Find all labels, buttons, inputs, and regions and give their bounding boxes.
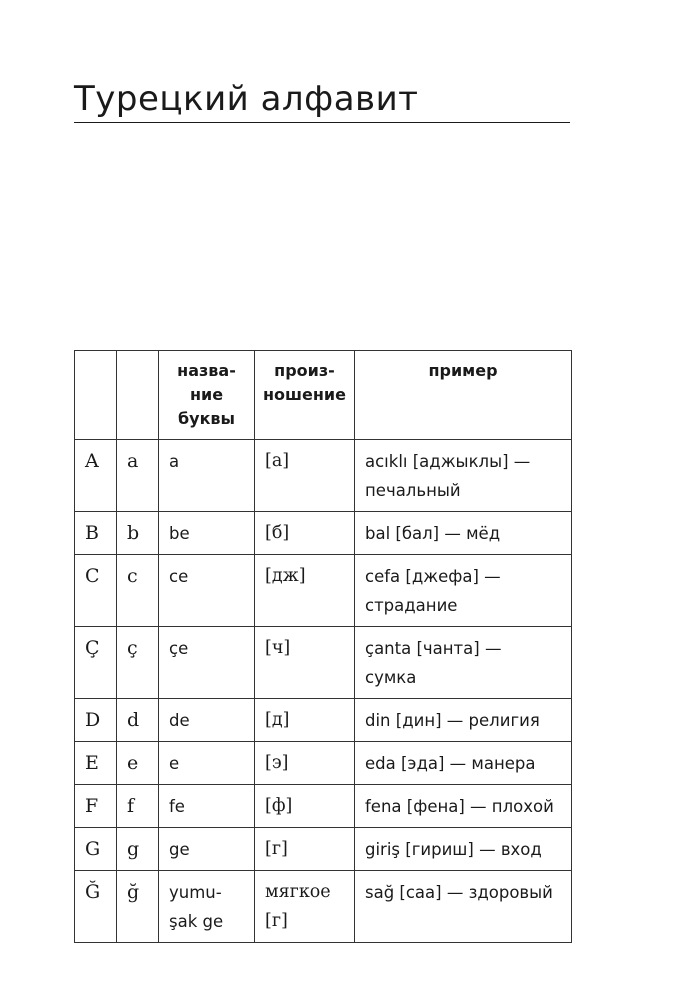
letter-name: be <box>159 512 255 555</box>
table-row <box>75 742 572 785</box>
letter-uppercase: Ç <box>75 627 117 699</box>
example: acıklı [аджыклы] — печальный <box>355 440 572 512</box>
letter-lowercase: f <box>117 785 159 828</box>
example: cefa [джефа] — страдание <box>355 555 572 627</box>
letter-name: ge <box>159 828 255 871</box>
example: eda [эда] — манера <box>355 742 572 785</box>
letter-uppercase: G <box>75 828 117 871</box>
example: fena [фена] — плохой <box>355 785 572 828</box>
letter-uppercase: F <box>75 785 117 828</box>
alphabet-table <box>74 350 572 943</box>
pronunciation: [д] <box>255 699 355 742</box>
letter-name: a <box>159 440 255 512</box>
letter-lowercase: ç <box>117 627 159 699</box>
letter-uppercase: Ğ <box>75 871 117 943</box>
letter-name: de <box>159 699 255 742</box>
table-row <box>75 555 572 627</box>
letter-name: çe <box>159 627 255 699</box>
letter-name: yumu- şak ge <box>159 871 255 943</box>
header-pronunciation: произ- ношение <box>255 351 355 440</box>
letter-uppercase: B <box>75 512 117 555</box>
header-letter-name: назва- ние буквы <box>159 351 255 440</box>
example: giriş [гириш] — вход <box>355 828 572 871</box>
table-row <box>75 785 572 828</box>
table-row <box>75 627 572 699</box>
letter-uppercase: A <box>75 440 117 512</box>
table-row <box>75 512 572 555</box>
pronunciation: [а] <box>255 440 355 512</box>
table-row <box>75 440 572 512</box>
pronunciation: мягкое [г] <box>255 871 355 943</box>
table-row <box>75 699 572 742</box>
letter-lowercase: d <box>117 699 159 742</box>
letter-uppercase: D <box>75 699 117 742</box>
letter-lowercase: e <box>117 742 159 785</box>
letter-lowercase: c <box>117 555 159 627</box>
example: çanta [чанта] — сумка <box>355 627 572 699</box>
example: sağ [саа] — здоровый <box>355 871 572 943</box>
header-uppercase <box>75 351 117 440</box>
letter-lowercase: b <box>117 512 159 555</box>
pronunciation: [б] <box>255 512 355 555</box>
header-example: пример <box>355 351 572 440</box>
header-lowercase <box>117 351 159 440</box>
pronunciation: [э] <box>255 742 355 785</box>
letter-name: fe <box>159 785 255 828</box>
table-row <box>75 828 572 871</box>
letter-lowercase: g <box>117 828 159 871</box>
table-row <box>75 871 572 943</box>
letter-uppercase: E <box>75 742 117 785</box>
table-header-row <box>75 351 572 440</box>
letter-name: ce <box>159 555 255 627</box>
letter-name: e <box>159 742 255 785</box>
pronunciation: [дж] <box>255 555 355 627</box>
pronunciation: [г] <box>255 828 355 871</box>
pronunciation: [ч] <box>255 627 355 699</box>
example: din [дин] — религия <box>355 699 572 742</box>
letter-lowercase: ğ <box>117 871 159 943</box>
pronunciation: [ф] <box>255 785 355 828</box>
letter-uppercase: C <box>75 555 117 627</box>
letter-lowercase: a <box>117 440 159 512</box>
page-title: Турецкий алфавит <box>74 78 570 123</box>
example: bal [бал] — мёд <box>355 512 572 555</box>
